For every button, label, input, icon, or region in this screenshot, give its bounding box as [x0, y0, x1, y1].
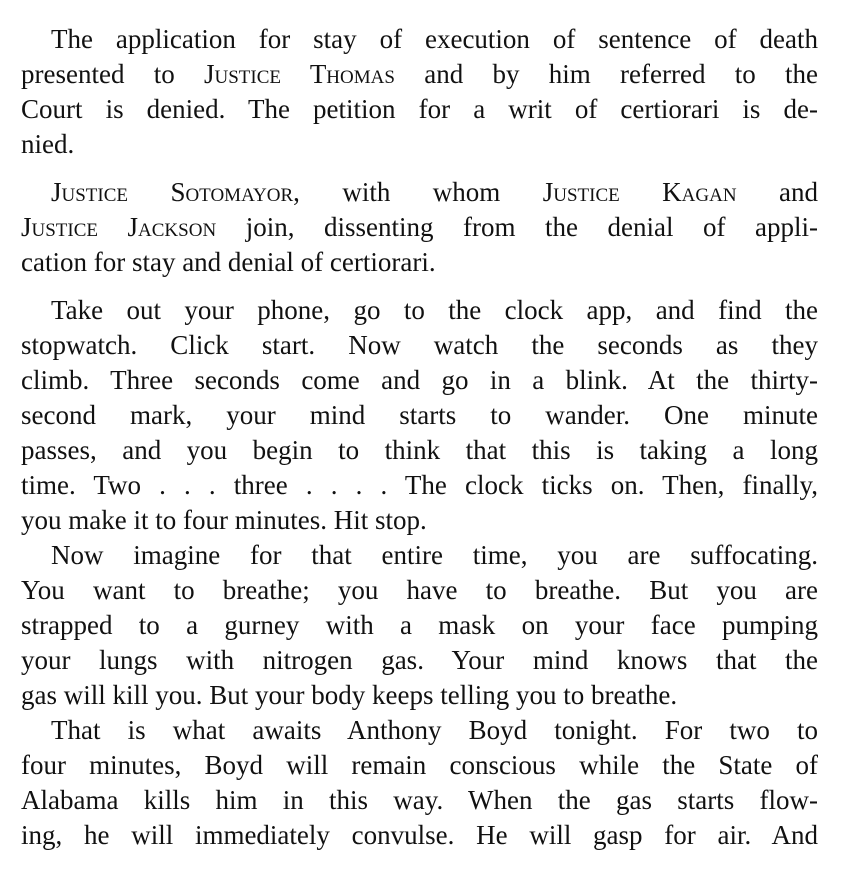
text-segment: , with whom	[293, 177, 543, 207]
paragraph	[21, 713, 818, 853]
justice-name: Justice Jackson	[21, 212, 217, 242]
text-segment: stopwatch. Click start. Now watch the seconds as they	[21, 330, 818, 360]
text-line	[21, 713, 818, 748]
text-line	[21, 22, 818, 57]
text-segment: The application for stay of execution of sentence of death	[51, 24, 818, 54]
text-segment: and by him referred to the	[394, 59, 819, 89]
text-segment: That is what awaits Anthony Boyd tonight. For two to	[51, 715, 818, 745]
text-line	[21, 503, 818, 538]
text-segment: climb. Three seconds come and go in a blink. At the thirty-	[21, 365, 818, 395]
justice-name: Justice Sotomayor	[51, 177, 294, 207]
paragraph	[21, 22, 818, 162]
text-line	[21, 175, 818, 210]
justice-name: Justice Kagan	[542, 177, 737, 207]
text-line	[21, 245, 818, 280]
text-line	[21, 398, 818, 433]
text-line	[21, 643, 818, 678]
text-line	[21, 92, 818, 127]
text-segment: passes, and you begin to think that this is taking a long	[21, 435, 818, 465]
text-line	[21, 210, 818, 245]
text-segment: Court is denied. The petition for a writ of certiorari is de-	[21, 94, 818, 124]
text-segment: Alabama kills him in this way. When the gas starts flow-	[21, 785, 818, 815]
text-segment: time. Two . . . three . . . . The clock ticks on. Then, finally,	[21, 470, 818, 500]
text-segment: cation for stay and denial of certiorari.	[21, 247, 436, 277]
text-line	[21, 433, 818, 468]
text-segment: and	[736, 177, 819, 207]
text-line	[21, 783, 818, 818]
text-segment: second mark, your mind starts to wander. One minute	[21, 400, 818, 430]
text-line	[21, 127, 818, 162]
text-line	[21, 328, 818, 363]
paragraph	[21, 538, 818, 713]
text-segment: your lungs with nitrogen gas. Your mind knows that the	[21, 645, 818, 675]
text-line	[21, 818, 818, 853]
text-segment: presented to	[21, 59, 205, 89]
text-line	[21, 293, 818, 328]
text-segment: strapped to a gurney with a mask on your face pumping	[21, 610, 818, 640]
document-body	[21, 22, 818, 853]
text-segment: ing, he will immediately convulse. He will gasp for air. And	[21, 820, 818, 850]
text-line	[21, 57, 818, 92]
text-segment: Take out your phone, go to the clock app, and find the	[51, 295, 818, 325]
text-line	[21, 468, 818, 503]
text-line	[21, 678, 818, 713]
text-line	[21, 748, 818, 783]
text-segment: you make it to four minutes. Hit stop.	[21, 505, 427, 535]
text-line	[21, 538, 818, 573]
justice-name: Justice Thomas	[204, 59, 395, 89]
text-line	[21, 608, 818, 643]
text-line	[21, 573, 818, 608]
text-segment: You want to breathe; you have to breathe. But you are	[21, 575, 818, 605]
text-line	[21, 363, 818, 398]
paragraph	[21, 175, 818, 280]
paragraph	[21, 293, 818, 538]
text-segment: Now imagine for that entire time, you are suffocating.	[51, 540, 818, 570]
text-segment: gas will kill you. But your body keeps telling you to breathe.	[21, 680, 678, 710]
text-segment: four minutes, Boyd will remain conscious while the State of	[21, 750, 818, 780]
text-segment: join, dissenting from the denial of appli-	[216, 212, 819, 242]
text-segment: nied.	[21, 129, 75, 159]
